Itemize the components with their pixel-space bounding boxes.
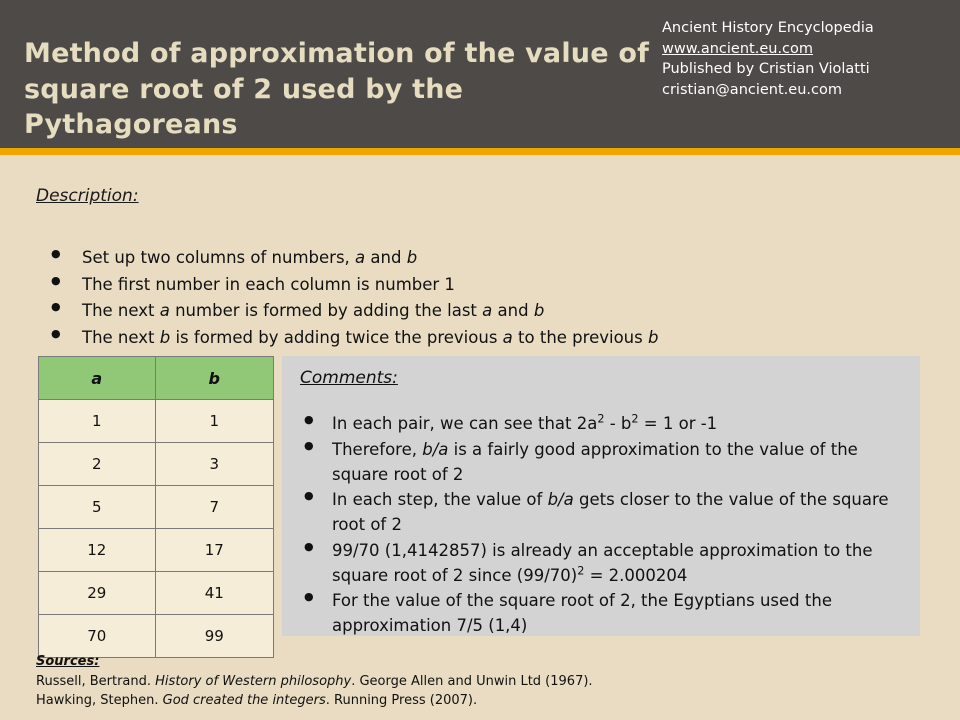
table-cell-a: 29 [39,572,156,615]
list-item [300,589,906,639]
table-cell-a: 5 [39,486,156,529]
header-accent-rule [0,148,960,155]
comments-bullet-2-text: In each step, the value of b/a gets closer to the value of the square root of 2 [332,490,889,534]
table-row [39,572,274,615]
description-list [44,245,764,352]
description-bullet-1-text: The first number in each column is number 1 [82,274,455,294]
list-item [300,539,906,589]
table-header-a: a [39,357,156,400]
table-cell-b: 41 [155,572,274,615]
list-item [44,245,764,271]
comments-bullet-0-text: In each pair, we can see that $2a^2 - b^2 = 1$ or -1 [332,412,718,433]
list-item [300,488,906,538]
list-item [44,272,764,298]
table-header-row [39,357,274,400]
description-bullet-2-text: The next a number is formed by adding the last a and b [82,301,545,321]
table-row [39,486,274,529]
sources-block [36,652,936,711]
comments-list [300,412,906,640]
slide-header [0,0,960,148]
credits-website-link[interactable]: www.ancient.eu.com [662,40,814,57]
comments-bullet-3-text: 99/70 (1,4142857) is already an acceptable approximation to the square root of 2 since $(99/70)^2 = 2.000204$ [332,540,873,585]
source-entry-1: Hawking, Stephen. God created the integers. Running Press (2007). [36,693,478,708]
credits-block [662,18,942,100]
table-header-b: b [155,357,274,400]
credits-publisher: Published by Cristian Violatti [662,61,870,78]
list-item [300,438,906,488]
description-bullet-0-text: Set up two columns of numbers, a and b [82,248,418,267]
credits-email[interactable]: cristian@ancient.eu.com [662,81,842,98]
table-cell-a: 12 [39,529,156,572]
table-cell-b: 1 [155,400,274,443]
table-cell-a: 2 [39,443,156,486]
list-item [44,298,764,324]
description-heading: Description: [36,186,139,206]
ab-sequence-table [38,356,274,658]
table-row [39,443,274,486]
source-entry-0: Russell, Bertrand. History of Western philosophy. George Allen and Unwin Ltd (1967). [36,673,593,689]
list-item [44,325,764,351]
table-cell-b: 17 [155,529,274,572]
credits-organization: Ancient History Encyclopedia [662,20,874,36]
page-title: Method of approximation of the value of square root of 2 used by the Pythagoreans [24,38,650,141]
table-cell-b: 99 [155,615,274,658]
comments-bullet-1-text: Therefore, b/a is a fairly good approximation to the value of the square root of 2 [332,439,858,484]
table-cell-b: 3 [155,443,274,486]
table-cell-a: 70 [39,615,156,658]
comments-bullet-4-text: For the value of the square root of 2, the Egyptians used the approximation 7/5 (1,4) [332,591,832,635]
comments-heading: Comments: [300,368,398,388]
description-bullet-3-text: The next b is formed by adding twice the previous a to the previous b [82,328,659,348]
table-cell-b: 7 [155,486,274,529]
table-cell-a: 1 [39,400,156,443]
comments-panel [282,356,920,636]
sources-heading: Sources: [36,654,100,669]
table-row [39,529,274,572]
table-row [39,400,274,443]
list-item [300,412,906,437]
